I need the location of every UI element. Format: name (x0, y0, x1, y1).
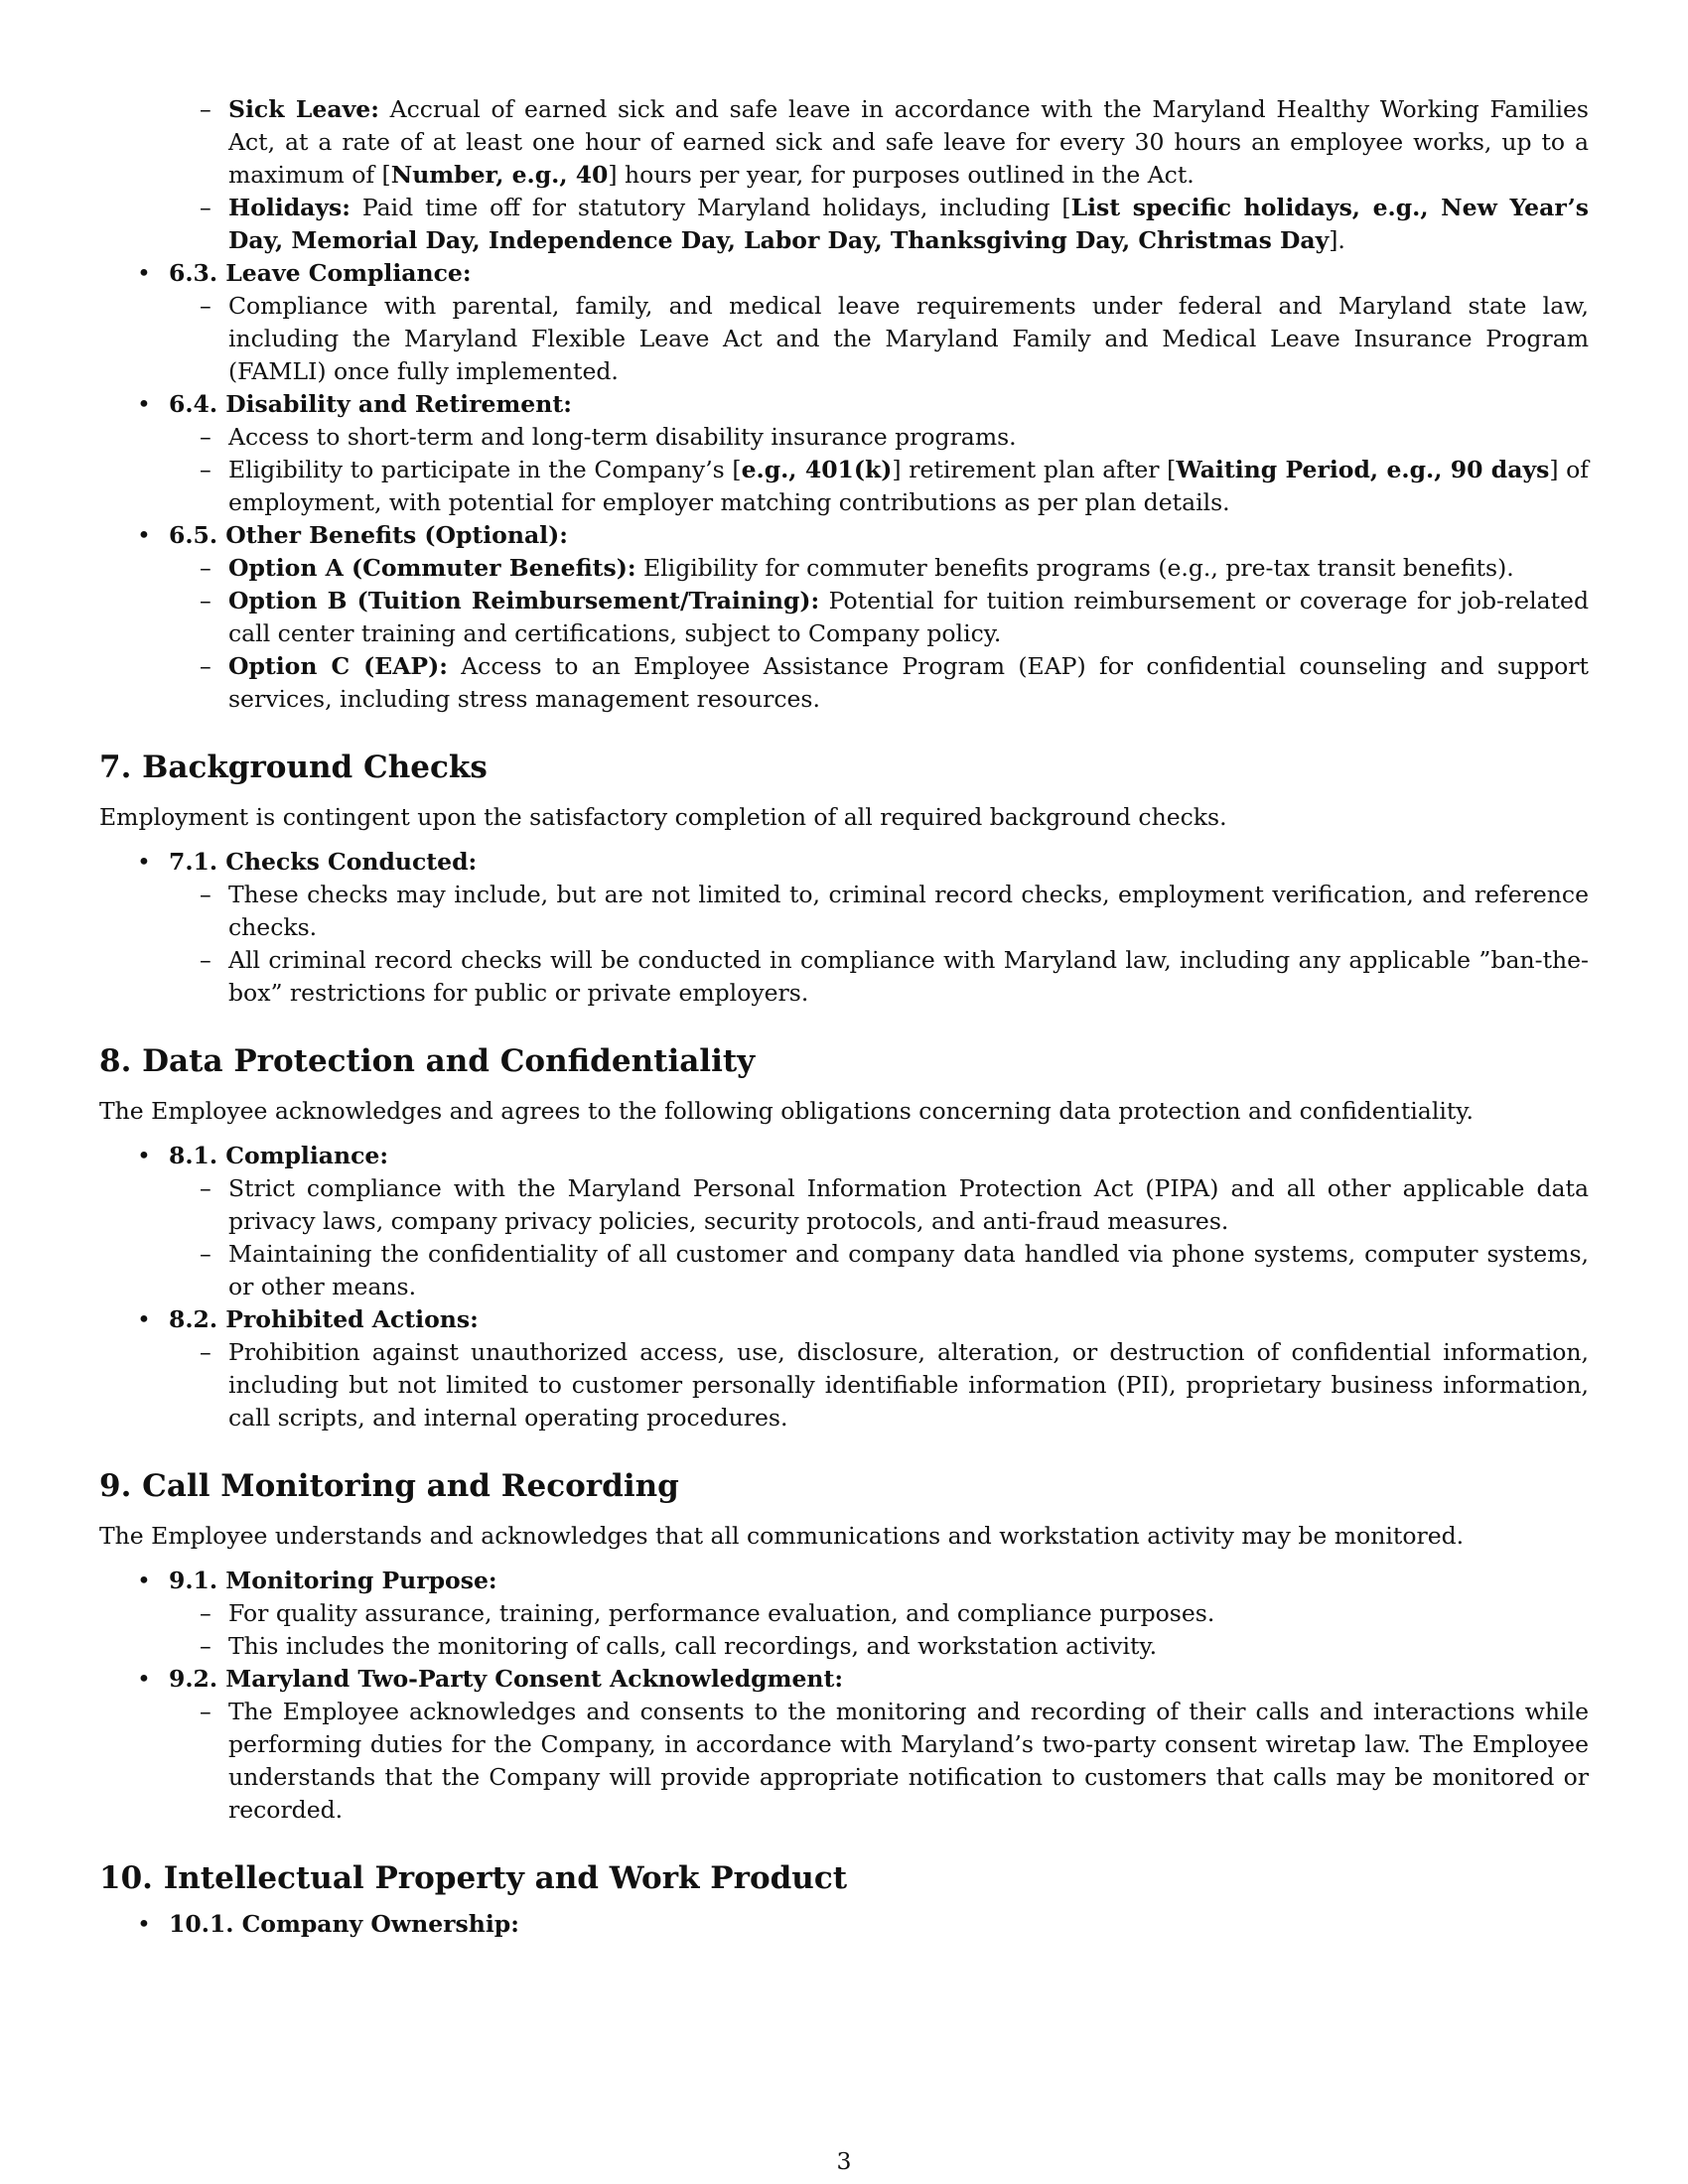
dash-bullet-icon: – (200, 881, 211, 908)
section-heading: 9. Call Monitoring and Recording (99, 1468, 679, 1504)
bullet-icon: • (137, 1305, 151, 1333)
list-item: – Eligibility to participate in the Company’s [e.g., 401(k)] retirement plan after [Waiting Period, e.g., 90 days] of employment, with potential for employer matching contributions as per plan details. (200, 456, 1589, 516)
section-8-list (99, 1140, 1589, 1434)
list-item: – All criminal record checks will be conducted in compliance with Maryland law, including any applicable ”ban-the-box” restrictions for public or private employers. (200, 946, 1589, 1007)
section-6-list (99, 257, 1589, 716)
dash-bullet-icon: – (200, 95, 211, 123)
section-heading: 10. Intellectual Property and Work Product (99, 1860, 848, 1896)
page-number: 3 (836, 2147, 852, 2175)
list-item: – Compliance with parental, family, and medical leave requirements under federal and Maryland state law, including the Maryland Flexible Leave Act and the Maryland Family and Medical Leave Insurance Program (FAMLI) once fully implemented. (200, 292, 1589, 385)
list-item: • 10.1. Company Ownership: (99, 1908, 1589, 1941)
section-9-list (99, 1565, 1589, 1827)
dash-bullet-icon: – (200, 456, 211, 483)
benefits-continued-list (200, 93, 1590, 257)
list-item: • 8.1. Compliance: – Strict compliance with the Maryland Personal Information Protection Act (PIPA) and all other applicable data privacy laws, company privacy policies, security protocols, and anti-fraud measures. – Maintaining the confidentiality of all customer and company data handled via phone systems, computer systems, or other means. (99, 1140, 1589, 1303)
dash-bullet-icon: – (200, 1174, 211, 1202)
dash-bullet-icon: – (200, 587, 211, 614)
section-7-list (99, 846, 1589, 1010)
dash-bullet-icon: – (200, 194, 211, 221)
list-item: – Option C (EAP): Access to an Employee Assistance Program (EAP) for confidential counseling and support services, including stress management resources. (200, 652, 1589, 713)
list-item: • 7.1. Checks Conducted: – These checks may include, but are not limited to, criminal record checks, employment verification, and reference checks. – All criminal record checks will be conducted in compliance with Maryland law, including any applicable ”ban-the-box” restrictions for public or private employers. (99, 846, 1589, 1010)
list-item: – These checks may include, but are not limited to, criminal record checks, employment verification, and reference checks. (200, 881, 1589, 941)
section-intro: Employment is contingent upon the satisfactory completion of all required background checks. (99, 803, 1227, 831)
list-item: – Access to short-term and long-term disability insurance programs. (228, 421, 1589, 454)
list-item: • 9.2. Maryland Two-Party Consent Acknowledgment: – The Employee acknowledges and consents to the monitoring and recording of their calls and interactions while performing duties for the Company, in accordance with Maryland’s two-party consent wiretap law. The Employee understands that the Company will provide appropriate notification to customers that calls may be monitored or recorded. (99, 1663, 1589, 1827)
list-item: – Sick Leave: Accrual of earned sick and safe leave in accordance with the Maryland Healthy Working Families Act, at a rate of at least one hour of earned sick and safe leave for every 30 hours an employee works, up to a maximum of [Number, e.g., 40] hours per year, for purposes outlined in the Act. (200, 95, 1589, 189)
dash-bullet-icon: – (200, 554, 211, 582)
dash-bullet-icon: – (200, 423, 211, 451)
list-item: • 6.5. Other Benefits (Optional): – Option A (Commuter Benefits): Eligibility for commuter benefits programs (e.g., pre-tax transit benefits). – Option B (Tuition Reimbursement/Training): Potential for tuition reimbursement or coverage for job-related call center training and certifications, subject to Company policy. – Option C (EAP): Access to an Employee Assistance Program (EAP) for confidential counseling and support services, including stress management resources. (99, 519, 1589, 716)
list-item: – The Employee acknowledges and consents to the monitoring and recording of their calls and interactions while performing duties for the Company, in accordance with Maryland’s two-party consent wiretap law. The Employee understands that the Company will provide appropriate notification to customers that calls may be monitored or recorded. (200, 1698, 1589, 1824)
list-item: – Option A (Commuter Benefits): Eligibility for commuter benefits programs (e.g., pre-tax transit benefits). (228, 552, 1589, 585)
bullet-icon: • (137, 1665, 151, 1693)
list-item: – Maintaining the confidentiality of all customer and company data handled via phone systems, computer systems, or other means. (200, 1240, 1589, 1300)
bullet-icon: • (137, 1567, 151, 1594)
dash-bullet-icon: – (200, 1240, 211, 1268)
list-item: – For quality assurance, training, performance evaluation, and compliance purposes. (228, 1597, 1589, 1630)
bullet-icon: • (137, 1910, 151, 1938)
section-heading: 8. Data Protection and Confidentiality (99, 1043, 756, 1079)
section-intro: The Employee understands and acknowledges that all communications and workstation activity may be monitored. (99, 1522, 1465, 1550)
dash-bullet-icon: – (200, 1698, 211, 1725)
list-item: • 6.4. Disability and Retirement: – Access to short-term and long-term disability insurance programs. – Eligibility to participate in the Company’s [e.g., 401(k)] retirement plan after [Waiting Period, e.g., 90 days] of employment, with potential for employer matching contributions as per plan details. (99, 388, 1589, 519)
bullet-icon: • (137, 390, 151, 418)
list-item: – Strict compliance with the Maryland Personal Information Protection Act (PIPA) and all other applicable data privacy laws, company privacy policies, security protocols, and anti-fraud measures. (200, 1174, 1589, 1235)
list-item: – Option B (Tuition Reimbursement/Training): Potential for tuition reimbursement or coverage for job-related call center training and certifications, subject to Company policy. (200, 587, 1589, 647)
list-item: – Prohibition against unauthorized access, use, disclosure, alteration, or destruction of confidential information, including but not limited to customer personally identifiable information (PII), proprietary business information, call scripts, and internal operating procedures. (200, 1338, 1589, 1432)
list-item: • 6.3. Leave Compliance: – Compliance with parental, family, and medical leave requirements under federal and Maryland state law, including the Maryland Flexible Leave Act and the Maryland Family and Medical Leave Insurance Program (FAMLI) once fully implemented. (99, 257, 1589, 388)
dash-bullet-icon: – (200, 1599, 211, 1627)
list-item: • 9.1. Monitoring Purpose: – For quality assurance, training, performance evaluation, and compliance purposes. – This includes the monitoring of calls, call recordings, and workstation activity. (99, 1565, 1589, 1663)
section-10-list (99, 1908, 1589, 1941)
list-item: – Holidays: Paid time off for statutory Maryland holidays, including [List specific holidays, e.g., New Year’s Day, Memorial Day, Independence Day, Labor Day, Thanksgiving Day, Christmas Day]. (200, 194, 1590, 254)
dash-bullet-icon: – (200, 1632, 211, 1660)
list-item: – This includes the monitoring of calls, call recordings, and workstation activity. (228, 1630, 1589, 1663)
bullet-icon: • (137, 521, 151, 549)
section-heading: 7. Background Checks (99, 750, 488, 785)
bullet-icon: • (137, 848, 151, 876)
document-page (99, 93, 1589, 1941)
dash-bullet-icon: – (200, 652, 211, 680)
bullet-icon: • (137, 1142, 151, 1169)
dash-bullet-icon: – (200, 946, 211, 974)
list-item: • 8.2. Prohibited Actions: – Prohibition against unauthorized access, use, disclosure, alteration, or destruction of confidential information, including but not limited to customer personally identifiable information (PII), proprietary business information, call scripts, and internal operating procedures. (99, 1303, 1589, 1434)
section-intro: The Employee acknowledges and agrees to the following obligations concerning data protection and confidentiality. (99, 1097, 1474, 1125)
dash-bullet-icon: – (200, 292, 211, 320)
bullet-icon: • (137, 259, 151, 287)
dash-bullet-icon: – (200, 1338, 211, 1366)
